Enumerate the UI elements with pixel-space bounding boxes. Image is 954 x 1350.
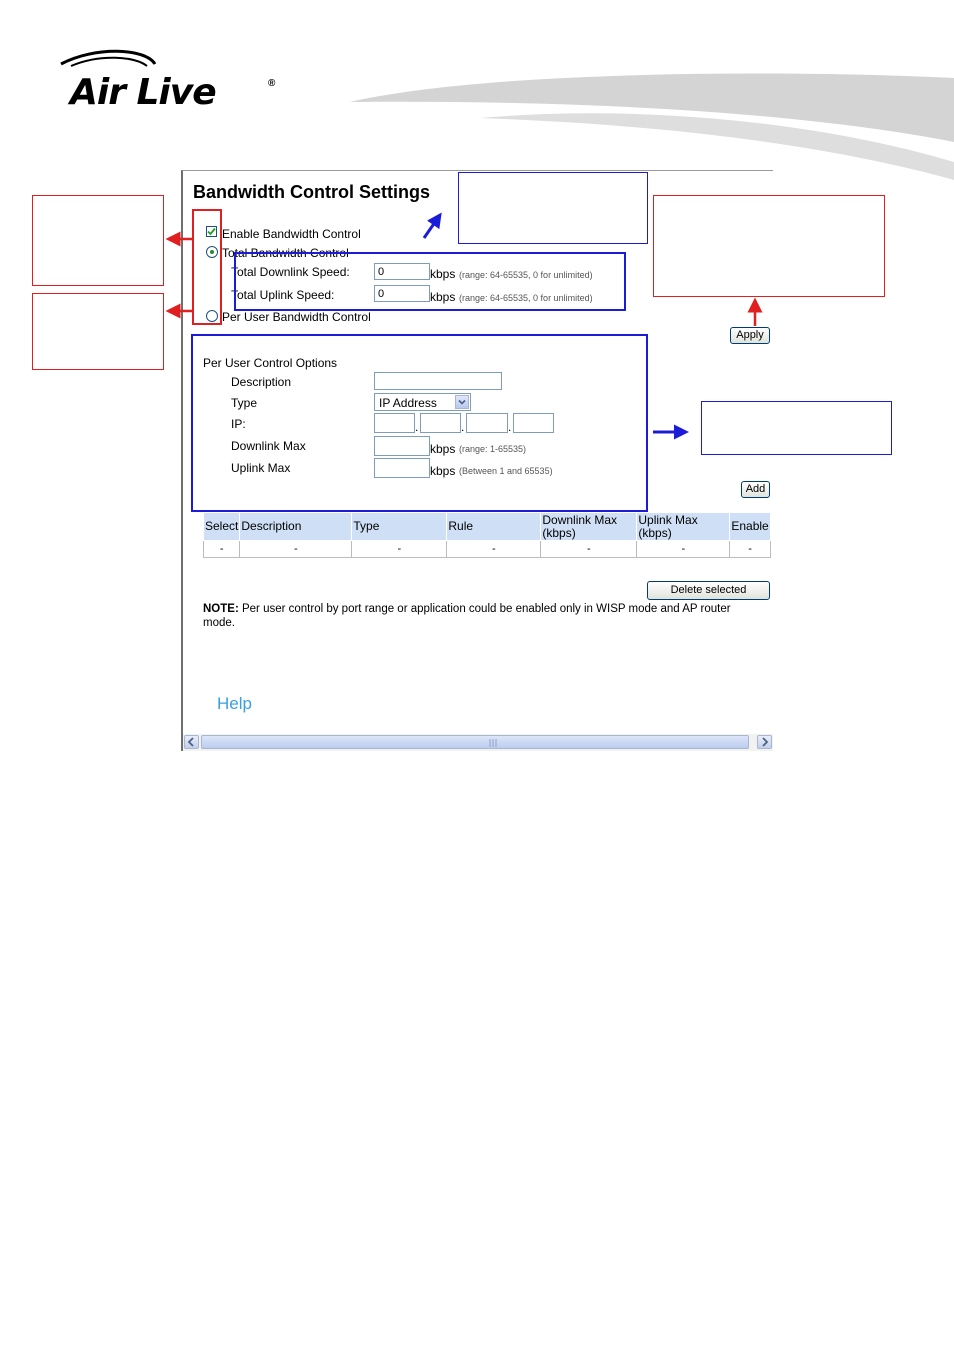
- note-label: NOTE:: [203, 603, 239, 615]
- delete-selected-button[interactable]: Delete selected: [647, 581, 770, 600]
- table-cell: -: [541, 541, 637, 558]
- scrollbar-thumb[interactable]: [201, 735, 749, 749]
- per-user-bandwidth-label: Per User Bandwidth Control: [222, 310, 371, 324]
- annotation-box-per-user: [191, 334, 648, 512]
- chevron-right-icon[interactable]: [757, 735, 772, 749]
- per-user-heading: Per User Control Options: [203, 356, 338, 370]
- annotation-box-apply: [653, 195, 885, 297]
- total-downlink-unit: kbps: [430, 267, 456, 281]
- annotation-highlight-controls: [192, 209, 222, 325]
- registered-mark: ®: [268, 78, 276, 89]
- table-cell: -: [447, 541, 541, 558]
- column-header-enable: Enable: [730, 513, 770, 541]
- enable-bandwidth-label: Enable Bandwidth Control: [222, 227, 361, 241]
- add-button[interactable]: Add: [741, 481, 770, 498]
- annotation-box-add: [701, 401, 892, 455]
- chevron-left-icon[interactable]: [184, 735, 199, 749]
- uplink-max-label: Uplink Max: [231, 461, 291, 475]
- uplink-max-unit: kbps: [430, 464, 456, 478]
- table-cell: -: [204, 541, 240, 558]
- annotation-box-title: [458, 172, 648, 244]
- column-header-downlink-max: Downlink Max (kbps): [541, 513, 637, 541]
- annotation-box-total-speed: [234, 252, 626, 311]
- ip-label: IP:: [231, 417, 246, 431]
- apply-button[interactable]: Apply: [730, 327, 770, 344]
- type-label: Type: [231, 396, 258, 410]
- horizontal-scrollbar[interactable]: [183, 734, 773, 751]
- total-uplink-range-hint: (range: 64-65535, 0 for unlimited): [459, 293, 593, 303]
- description-label: Description: [231, 375, 292, 389]
- ip-dot: .: [461, 420, 465, 434]
- table-header-row: [204, 513, 771, 541]
- ip-dot: .: [508, 420, 512, 434]
- total-uplink-label: Total Uplink Speed:: [231, 288, 335, 302]
- table-cell: -: [352, 541, 447, 558]
- total-downlink-label: Total Downlink Speed:: [231, 265, 350, 279]
- downlink-max-unit: kbps: [430, 442, 456, 456]
- column-header-type: Type: [352, 513, 447, 541]
- rules-table: [203, 512, 771, 558]
- airlive-logo: Air Live: [70, 72, 216, 113]
- table-row: [204, 541, 771, 558]
- downlink-max-label: Downlink Max: [231, 439, 306, 453]
- column-header-select: Select: [204, 513, 240, 541]
- uplink-max-hint: (Between 1 and 65535): [459, 466, 553, 476]
- column-header-description: Description: [240, 513, 352, 541]
- page-title: Bandwidth Control Settings: [193, 182, 430, 202]
- total-downlink-range-hint: (range: 64-65535, 0 for unlimited): [459, 270, 593, 280]
- total-bandwidth-label: Total Bandwidth Control: [222, 246, 349, 260]
- help-link[interactable]: Help: [217, 694, 252, 713]
- ip-dot: .: [415, 420, 419, 434]
- downlink-max-hint: (range: 1-65535): [459, 444, 527, 454]
- table-cell: -: [730, 541, 770, 558]
- column-header-uplink-max: Uplink Max (kbps): [637, 513, 730, 541]
- note-text: [203, 602, 763, 630]
- total-uplink-unit: kbps: [430, 290, 456, 304]
- table-cell: -: [637, 541, 730, 558]
- column-header-rule: Rule: [447, 513, 541, 541]
- note-body: Per user control by port range or application could be enabled only in WISP mode and AP router mode.: [203, 603, 731, 629]
- table-cell: -: [240, 541, 352, 558]
- type-select-value: IP Address: [379, 396, 437, 410]
- annotation-box-enable: [32, 195, 164, 286]
- annotation-box-mode: [32, 293, 164, 370]
